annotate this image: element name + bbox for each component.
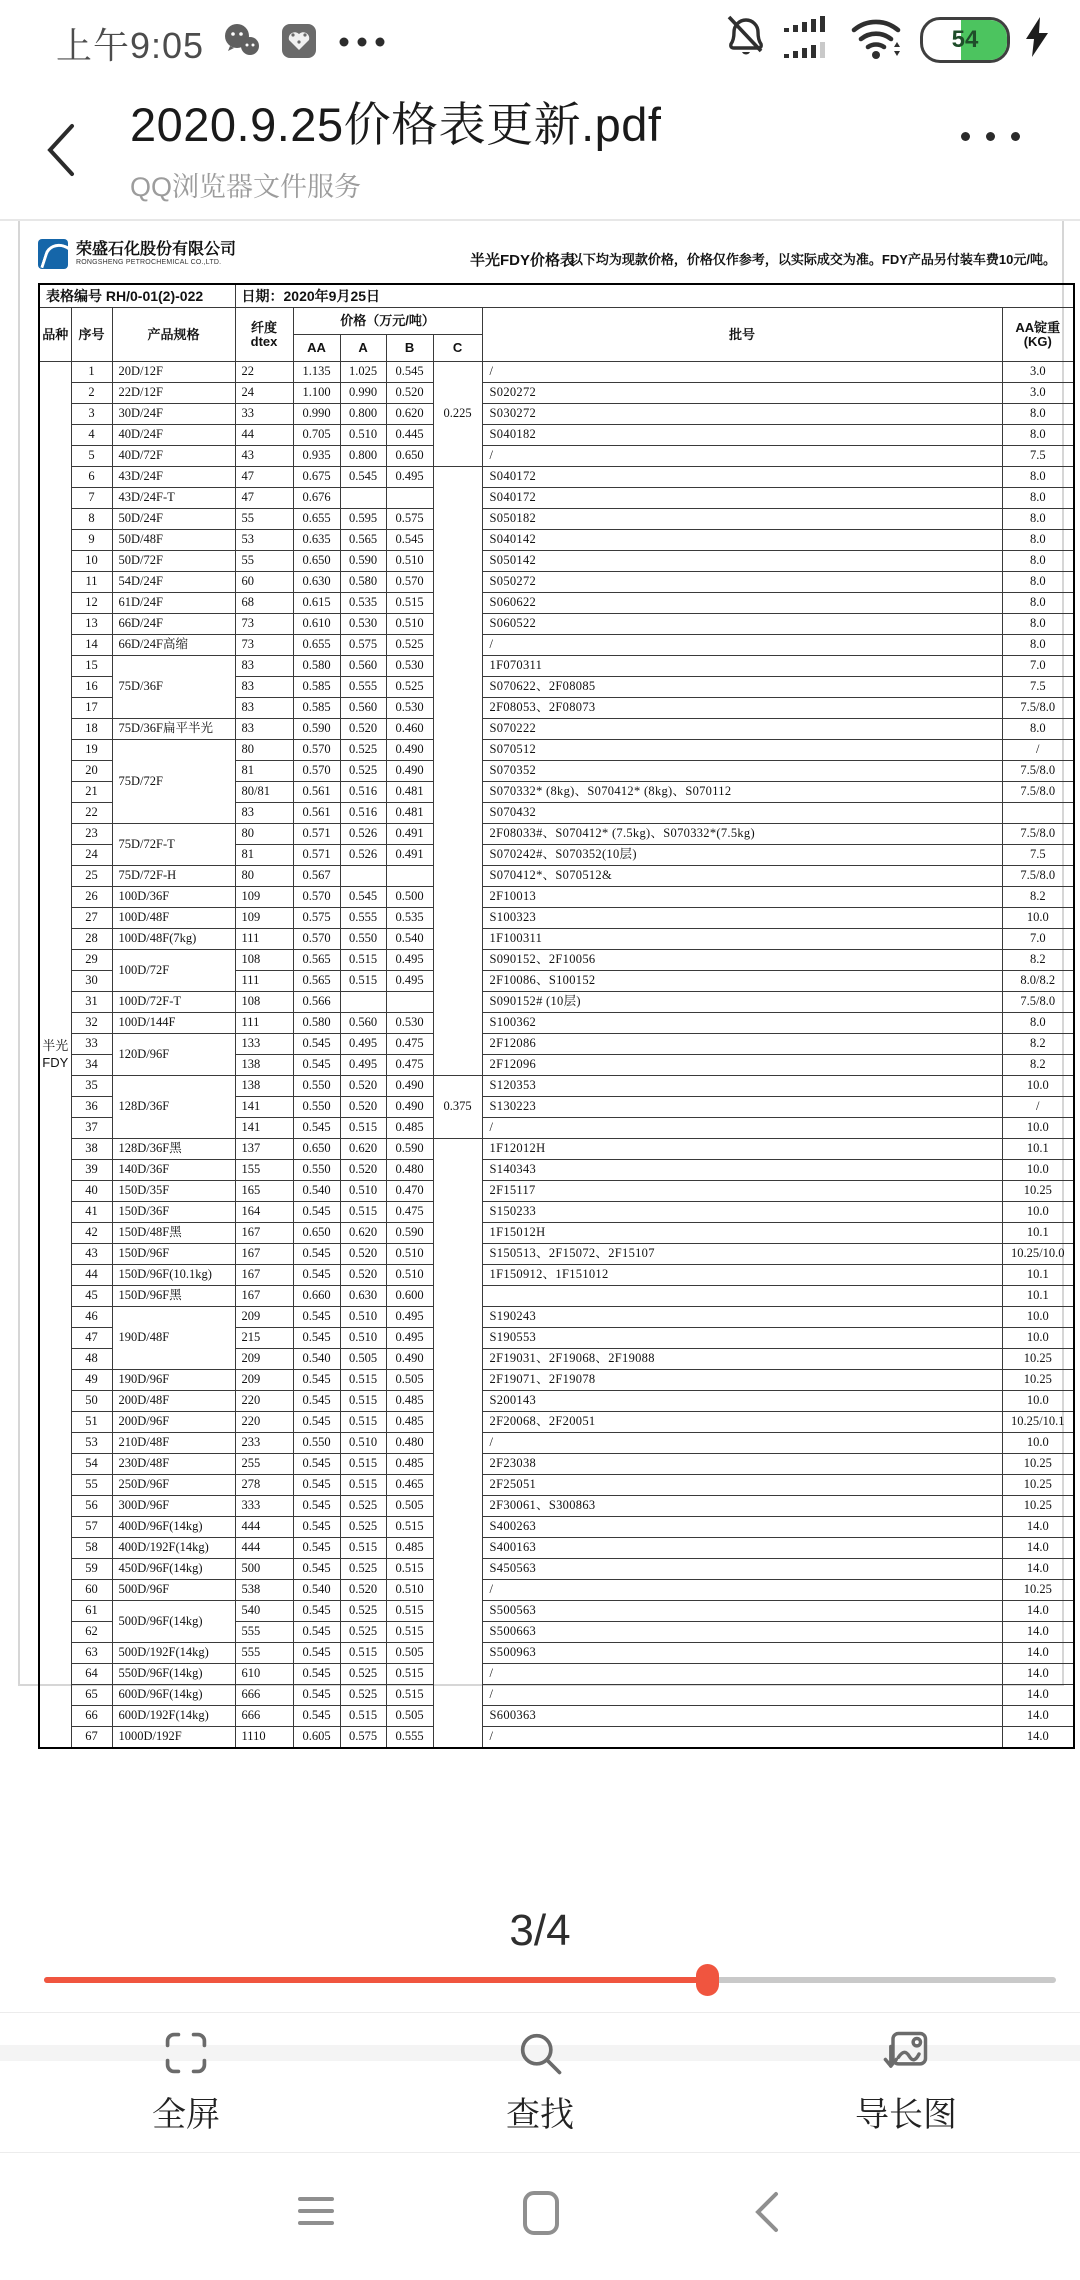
status-bar-left bbox=[56, 18, 388, 69]
export-long-image-button[interactable] bbox=[796, 2027, 1016, 2136]
signal-icon bbox=[782, 14, 836, 65]
status-bar-right bbox=[724, 14, 1050, 65]
c-price-cell bbox=[433, 467, 482, 1076]
col-brand: 品种 bbox=[39, 308, 71, 362]
wifi-icon bbox=[850, 14, 906, 65]
table-row: 31 100D/72F-T 108 0.566 S090152# (10层) 7.5/8.0 bbox=[39, 992, 1074, 1013]
table-row: 46 190D/48F 209 0.545 0.510 0.495 S190243 10.0 bbox=[39, 1307, 1074, 1328]
table-row: 60 500D/96F 538 0.540 0.520 0.510 / 10.25 bbox=[39, 1580, 1074, 1601]
col-price: 价格（万元/吨） bbox=[293, 308, 482, 335]
charging-bolt-icon bbox=[1024, 15, 1050, 64]
search-label: 查找 bbox=[506, 2096, 574, 2134]
fullscreen-button[interactable] bbox=[76, 2027, 296, 2136]
table-row: 6 43D/24F 47 0.675 0.545 0.495 S040172 8.0 bbox=[39, 467, 1074, 488]
form-date: 日期：2020年9月25日 bbox=[235, 284, 1074, 308]
col-b: B bbox=[386, 335, 433, 362]
table-row: 30 111 0.565 0.515 0.495 2F10086、S100152 8.0/8.2 bbox=[39, 971, 1074, 992]
export-long-image-label: 导长图 bbox=[855, 2096, 957, 2134]
table-row: 59 450D/96F(14kg) 500 0.545 0.525 0.515 S450563 14.0 bbox=[39, 1559, 1074, 1580]
table-row: 11 54D/24F 60 0.630 0.580 0.570 S050272 8.0 bbox=[39, 572, 1074, 593]
price-note: 以下均为现款价格，价格仅作参考，以实际成交为准。FDY产品另付装车费10元/吨。 bbox=[569, 252, 1056, 267]
table-row: 14 66D/24F高缩 73 0.655 0.575 0.525 / 8.0 bbox=[39, 635, 1074, 656]
company-name-cn: 荣盛石化股份有限公司 bbox=[76, 241, 237, 259]
table-row: 44 150D/96F(10.1kg) 167 0.545 0.520 0.510 1F150912、1F151012 10.1 bbox=[39, 1265, 1074, 1286]
fullscreen-label: 全屏 bbox=[152, 2096, 220, 2134]
col-c: C bbox=[433, 335, 482, 362]
export-long-image-icon bbox=[880, 2027, 932, 2079]
more-menu-button[interactable] bbox=[961, 132, 1020, 141]
table-row: 49 190D/96F 209 0.545 0.515 0.505 2F19071、2F19078 10.25 bbox=[39, 1370, 1074, 1391]
table-row: 26 100D/36F 109 0.570 0.545 0.500 2F10013 8.2 bbox=[39, 887, 1074, 908]
table-row: 9 50D/48F 53 0.635 0.565 0.545 S040142 8.0 bbox=[39, 530, 1074, 551]
table-row: 5 40D/72F 43 0.935 0.800 0.650 / 7.5 bbox=[39, 446, 1074, 467]
table-row: 64 550D/96F(14kg) 610 0.545 0.525 0.515 / 14.0 bbox=[39, 1664, 1074, 1685]
table-row: 39 140D/36F 155 0.550 0.520 0.480 S140343 10.0 bbox=[39, 1160, 1074, 1181]
table-row: 36 141 0.550 0.520 0.490 S130223 / bbox=[39, 1097, 1074, 1118]
col-weight: AA锭重 (KG) bbox=[1002, 308, 1074, 362]
header-text bbox=[130, 88, 662, 204]
slider-handle[interactable] bbox=[696, 1964, 719, 1996]
table-row: 3 30D/24F 33 0.990 0.800 0.620 S030272 8.0 bbox=[39, 404, 1074, 425]
table-row: 2 22D/12F 24 1.100 0.990 0.520 S020272 3.0 bbox=[39, 383, 1074, 404]
back-button[interactable] bbox=[44, 108, 104, 192]
table-row: 65 600D/96F(14kg) 666 0.545 0.525 0.515 / 14.0 bbox=[39, 1685, 1074, 1706]
table-row: 25 75D/72F-H 80 0.567 S070412*、S070512& 7.5/8.0 bbox=[39, 866, 1074, 887]
slider-track[interactable] bbox=[44, 1977, 1056, 1983]
table-row: 10 50D/72F 55 0.650 0.590 0.510 S050142 8.0 bbox=[39, 551, 1074, 572]
c-price-cell bbox=[433, 1139, 482, 1749]
company-logo-icon bbox=[38, 239, 68, 269]
c-price-cell: 0.225 bbox=[433, 362, 482, 467]
table-row: 67 1000D/192F 1110 0.605 0.575 0.555 / 14.0 bbox=[39, 1727, 1074, 1749]
table-row: 43 150D/96F 167 0.545 0.520 0.510 S150513、2F15072、2F15107 10.25/10.0 bbox=[39, 1244, 1074, 1265]
table-row: 51 200D/96F 220 0.545 0.515 0.485 2F20068、2F20051 10.25/10.1 bbox=[39, 1412, 1074, 1433]
table-row: 23 75D/72F-T 80 0.571 0.526 0.491 2F08033#、S070412* (7.5kg)、S070332*(7.5kg) 7.5/8.0 bbox=[39, 824, 1074, 845]
pdf-header bbox=[38, 239, 1056, 283]
c-price-cell: 0.375 bbox=[433, 1076, 482, 1139]
table-row: 62 555 0.545 0.525 0.515 S500663 14.0 bbox=[39, 1622, 1074, 1643]
mute-bell-icon bbox=[724, 14, 768, 65]
price-table bbox=[38, 283, 1075, 1749]
table-row: 7 43D/24F-T 47 0.676 S040172 8.0 bbox=[39, 488, 1074, 509]
app-header bbox=[0, 80, 1080, 220]
table-row: 42 150D/48F黑 167 0.650 0.620 0.590 1F15012H 10.1 bbox=[39, 1223, 1074, 1244]
fullscreen-icon bbox=[160, 2027, 212, 2079]
wechat-icon bbox=[222, 23, 262, 64]
form-number: 表格编号 RH/0-01(2)-022 bbox=[39, 284, 235, 308]
table-row: 48 209 0.540 0.505 0.490 2F19031、2F19068、2F19088 10.25 bbox=[39, 1349, 1074, 1370]
table-row: 45 150D/96F黑 167 0.660 0.630 0.600 10.1 bbox=[39, 1286, 1074, 1307]
table-row: 33 120D/96F 133 0.545 0.495 0.475 2F12086 8.2 bbox=[39, 1034, 1074, 1055]
search-button[interactable] bbox=[430, 2027, 650, 2136]
table-row: 13 66D/24F 73 0.610 0.530 0.510 S060522 8.0 bbox=[39, 614, 1074, 635]
slider-fill bbox=[44, 1977, 707, 1983]
col-no: 序号 bbox=[71, 308, 112, 362]
table-row: 37 141 0.545 0.515 0.485 / 10.0 bbox=[39, 1118, 1074, 1139]
table-row: 20 81 0.570 0.525 0.490 S070352 7.5/8.0 bbox=[39, 761, 1074, 782]
battery-icon bbox=[920, 17, 1010, 63]
table-meta-row bbox=[39, 284, 1074, 308]
table-row: 50 200D/48F 220 0.545 0.515 0.485 S200143 10.0 bbox=[39, 1391, 1074, 1412]
page-subtitle: QQ浏览器文件服务 bbox=[130, 172, 362, 202]
page-indicator: 3/4 bbox=[509, 1906, 571, 1955]
table-row: 38 128D/36F黑 137 0.650 0.620 0.590 1F12012H 10.1 bbox=[39, 1139, 1074, 1160]
navigation-bar bbox=[0, 2152, 1080, 2280]
price-table-body bbox=[39, 362, 1074, 1749]
company-name-en: RONGSHENG PETROCHEMICAL CO.,LTD. bbox=[76, 258, 222, 266]
sheet-title: 半光FDY价格表 bbox=[470, 252, 576, 269]
table-header-row bbox=[39, 308, 1074, 335]
table-row: 半光 FDY 1 20D/12F 22 1.135 1.025 0.545 0.225 / 3.0 bbox=[39, 362, 1074, 383]
table-row: 58 400D/192F(14kg) 444 0.545 0.515 0.485 S400163 14.0 bbox=[39, 1538, 1074, 1559]
table-row: 40 150D/35F 165 0.540 0.510 0.470 2F15117 10.25 bbox=[39, 1181, 1074, 1202]
col-aa: AA bbox=[293, 335, 340, 362]
brand-cell: 半光 FDY bbox=[39, 362, 71, 1749]
table-row: 29 100D/72F 108 0.565 0.515 0.495 S090152、2F10056 8.2 bbox=[39, 950, 1074, 971]
recents-icon[interactable] bbox=[294, 2189, 338, 2238]
table-row: 55 250D/96F 278 0.545 0.515 0.465 2F25051 10.25 bbox=[39, 1475, 1074, 1496]
table-row: 15 75D/36F 83 0.580 0.560 0.530 1F070311 7.0 bbox=[39, 656, 1074, 677]
search-icon bbox=[514, 2027, 566, 2079]
table-row: 57 400D/96F(14kg) 444 0.545 0.525 0.515 S400263 14.0 bbox=[39, 1517, 1074, 1538]
table-row: 66 600D/192F(14kg) 666 0.545 0.515 0.505 S600363 14.0 bbox=[39, 1706, 1074, 1727]
table-row: 47 215 0.545 0.510 0.495 S190553 10.0 bbox=[39, 1328, 1074, 1349]
table-row: 22 83 0.561 0.516 0.481 S070432 bbox=[39, 803, 1074, 824]
col-batch: 批号 bbox=[482, 308, 1002, 362]
company-block bbox=[38, 239, 236, 269]
table-row: 61 500D/96F(14kg) 540 0.545 0.525 0.515 S500563 14.0 bbox=[39, 1601, 1074, 1622]
table-row: 28 100D/48F(7kg) 111 0.570 0.550 0.540 1F100311 7.0 bbox=[39, 929, 1074, 950]
table-row: 18 75D/36F扁平半光 83 0.590 0.520 0.460 S070222 8.0 bbox=[39, 719, 1074, 740]
table-row: 53 210D/48F 233 0.550 0.510 0.480 / 10.0 bbox=[39, 1433, 1074, 1454]
table-row: 32 100D/144F 111 0.580 0.560 0.530 S100362 8.0 bbox=[39, 1013, 1074, 1034]
col-dtex: 纤度 dtex bbox=[235, 308, 293, 362]
app-icon bbox=[280, 22, 318, 65]
page-title: 2020.9.25价格表更新.pdf bbox=[130, 98, 662, 151]
bottom-toolbar bbox=[0, 2012, 1080, 2153]
table-row: 17 83 0.585 0.560 0.530 2F08053、2F08073 7.5/8.0 bbox=[39, 698, 1074, 719]
clock: 上午9:05 bbox=[56, 25, 205, 66]
col-a: A bbox=[340, 335, 386, 362]
table-row: 21 80/81 0.561 0.516 0.481 S070332* (8kg)、S070412* (8kg)、S070112 7.5/8.0 bbox=[39, 782, 1074, 803]
pdf-page[interactable] bbox=[18, 221, 1065, 1744]
page-slider[interactable] bbox=[0, 1958, 1080, 2002]
status-bar bbox=[0, 0, 1080, 80]
table-row: 24 81 0.571 0.526 0.491 S070242#、S070352(10层) 7.5 bbox=[39, 845, 1074, 866]
table-row: 35 128D/36F 138 0.550 0.520 0.490 0.375 S120353 10.0 bbox=[39, 1076, 1074, 1097]
table-row: 54 230D/48F 255 0.545 0.515 0.485 2F23038 10.25 bbox=[39, 1454, 1074, 1475]
table-row: 8 50D/24F 55 0.655 0.595 0.575 S050182 8.0 bbox=[39, 509, 1074, 530]
table-row: 4 40D/24F 44 0.705 0.510 0.445 S040182 8.0 bbox=[39, 425, 1074, 446]
table-row: 16 83 0.585 0.555 0.525 S070622、2F08085 7.5 bbox=[39, 677, 1074, 698]
home-icon[interactable] bbox=[521, 2189, 561, 2242]
back-nav-icon[interactable] bbox=[752, 2189, 782, 2240]
table-row: 63 500D/192F(14kg) 555 0.545 0.515 0.505 S500963 14.0 bbox=[39, 1643, 1074, 1664]
table-row: 41 150D/36F 164 0.545 0.515 0.475 S150233 10.0 bbox=[39, 1202, 1074, 1223]
table-row: 19 75D/72F 80 0.570 0.525 0.490 S070512 / bbox=[39, 740, 1074, 761]
battery-percent: 54 bbox=[951, 25, 979, 53]
more-dots-icon bbox=[336, 35, 388, 53]
table-row: 12 61D/24F 68 0.615 0.535 0.515 S060622 8.0 bbox=[39, 593, 1074, 614]
table-row: 56 300D/96F 333 0.545 0.525 0.505 2F30061、S300863 10.25 bbox=[39, 1496, 1074, 1517]
table-row: 34 138 0.545 0.495 0.475 2F12096 8.2 bbox=[39, 1055, 1074, 1076]
table-row: 27 100D/48F 109 0.575 0.555 0.535 S100323 10.0 bbox=[39, 908, 1074, 929]
col-spec: 产品规格 bbox=[112, 308, 235, 362]
